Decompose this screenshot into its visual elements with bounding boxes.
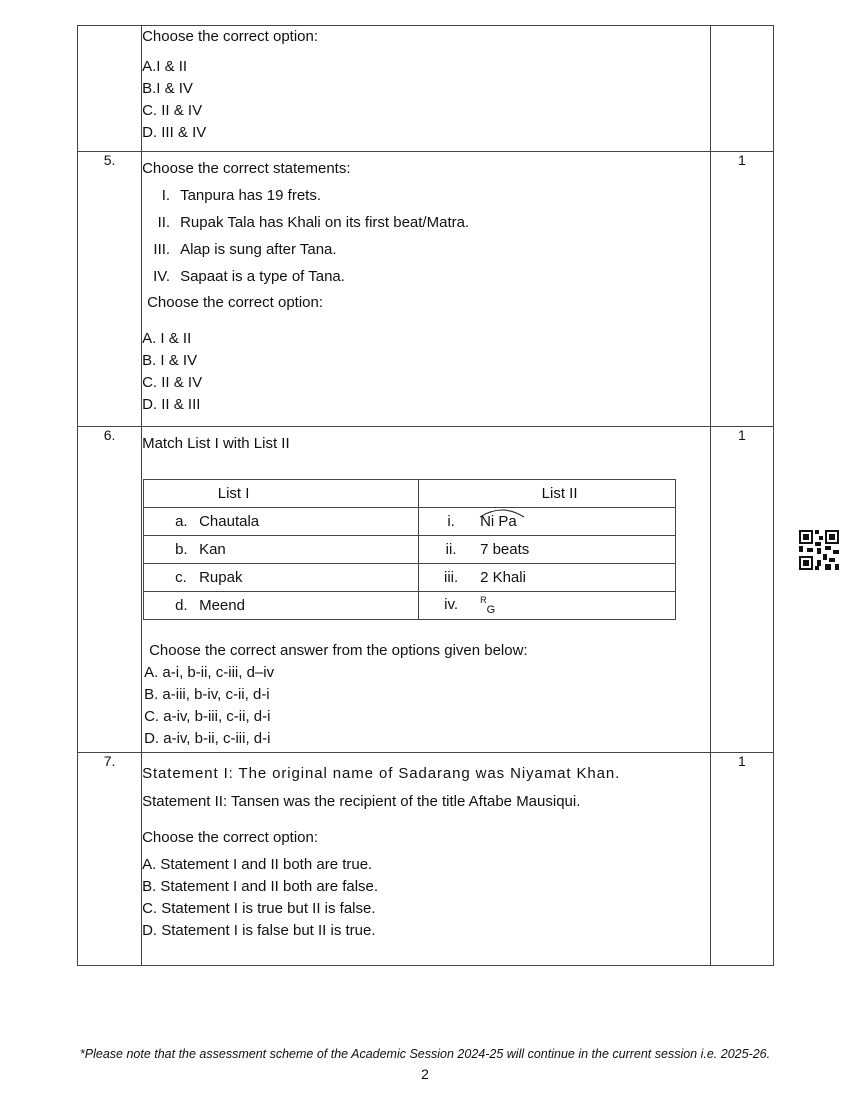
- list-2-numeral: iii.: [443, 569, 459, 586]
- option-d: D. II & III: [142, 396, 201, 413]
- match-row: [144, 508, 676, 536]
- choose-text: Choose the correct option:: [142, 829, 319, 846]
- match-row: [144, 536, 676, 564]
- option-c: C. II & IV: [142, 102, 203, 119]
- page-number: 2: [421, 1066, 429, 1082]
- option-a: A. a-i, b-ii, c-iii, d–iv: [144, 664, 275, 681]
- statement-item: [142, 263, 710, 290]
- marks-cell: 1: [710, 753, 773, 966]
- question-number: 7.: [78, 753, 142, 966]
- option-b: B. I & IV: [142, 352, 198, 369]
- match-row: [144, 592, 676, 620]
- list-1-letter: d.: [175, 597, 188, 614]
- option-a: A. Statement I and II both are true.: [142, 856, 373, 873]
- list-2-numeral: i.: [447, 513, 455, 530]
- list-1-cell: [144, 536, 419, 564]
- list-2-numeral: iv.: [444, 596, 459, 613]
- list-1-text: Meend: [199, 597, 245, 614]
- slur-arc-icon: [478, 506, 526, 518]
- marks-cell: [710, 26, 773, 152]
- option-d: D. a-iv, b-ii, c-iii, d-i: [144, 730, 271, 747]
- statement-text: Rupak Tala has Khali on its first beat/Matra.: [180, 214, 470, 231]
- prompt-text: Match List I with List II: [142, 435, 290, 452]
- qr-code-icon: [799, 530, 839, 570]
- statement-text: Tanpura has 19 frets.: [180, 187, 321, 204]
- match-row: [144, 564, 676, 592]
- choose-text: Choose the correct answer from the options given below:: [149, 642, 528, 659]
- statement-item: [142, 236, 710, 263]
- match-header-row: [144, 480, 676, 508]
- list-1-letter: b.: [175, 541, 188, 558]
- list-1-letter: a.: [175, 513, 188, 530]
- list-2-cell: [419, 536, 676, 564]
- statement-1: Statement I: The original name of Sadarang was Niyamat Khan.: [142, 765, 621, 782]
- option-a: A. I & II: [142, 330, 192, 347]
- option-b: B. a-iii, b-iv, c-ii, d-i: [144, 686, 270, 703]
- question-number: 6.: [78, 427, 142, 753]
- marks-cell: 1: [710, 152, 773, 427]
- statement-2: Statement II: Tansen was the recipient of the title Aftabe Mausiqui.: [142, 793, 581, 810]
- list-1-text: Kan: [199, 541, 226, 558]
- statement-item: [142, 209, 710, 236]
- option-d: D. III & IV: [142, 124, 207, 141]
- question-body: [142, 427, 711, 753]
- question-number: [78, 26, 142, 152]
- question-row-6: [78, 427, 774, 753]
- list-2-numeral: ii.: [445, 541, 457, 558]
- footnote: *Please note that the assessment scheme of the Academic Session 2024-25 will continue in the current session i.e. 2025-26.: [79, 1047, 771, 1061]
- question-row-4: [78, 26, 774, 152]
- statement-text: Alap is sung after Tana.: [180, 241, 337, 258]
- question-body: [142, 26, 711, 152]
- list-1-cell: [144, 508, 419, 536]
- option-c: C. Statement I is true but II is false.: [142, 900, 376, 917]
- list-2-text: 2 Khali: [480, 569, 526, 586]
- list-1-text: Chautala: [199, 513, 260, 530]
- list-1-letter: c.: [175, 569, 187, 586]
- question-body: [142, 152, 711, 427]
- list-1-header: List I: [144, 480, 419, 508]
- option-b: B. Statement I and II both are false.: [142, 878, 379, 895]
- question-table: [77, 25, 774, 966]
- statement-numeral: II.: [157, 214, 171, 231]
- option-c: C. a-iv, b-iii, c-ii, d-i: [144, 708, 271, 725]
- list-2-cell: [419, 592, 676, 620]
- kan-main-note: G: [486, 604, 496, 616]
- statement-text: Sapaat is a type of Tana.: [180, 268, 345, 285]
- list-2-cell: [419, 508, 676, 536]
- marks-cell: 1: [710, 427, 773, 753]
- question-row-7: [78, 753, 774, 966]
- list-2-header: List II: [419, 480, 676, 508]
- statement-numeral: III.: [153, 241, 171, 258]
- question-body: [142, 753, 711, 966]
- list-1-text: Rupak: [199, 569, 243, 586]
- kan-grace-note: R: [480, 595, 487, 605]
- choose-text: Choose the correct option:: [147, 294, 324, 311]
- question-row-5: [78, 152, 774, 427]
- option-d: D. Statement I is false but II is true.: [142, 922, 376, 939]
- list-2-cell: [419, 564, 676, 592]
- prompt-text: Choose the correct statements:: [142, 160, 351, 177]
- list-2-text: 7 beats: [480, 541, 530, 558]
- list-2-text: Ni Pa: [480, 513, 517, 530]
- prompt-text: Choose the correct option:: [142, 28, 319, 45]
- option-a: A.I & II: [142, 58, 188, 75]
- list-1-cell: [144, 592, 419, 620]
- option-c: C. II & IV: [142, 374, 203, 391]
- list-1-cell: [144, 564, 419, 592]
- option-b: B.I & IV: [142, 80, 193, 97]
- question-number: 5.: [78, 152, 142, 427]
- meend-notation: [480, 513, 517, 530]
- statement-item: [142, 182, 710, 209]
- statement-numeral: I.: [161, 187, 171, 204]
- statement-numeral: IV.: [153, 268, 171, 285]
- match-table: [143, 479, 676, 620]
